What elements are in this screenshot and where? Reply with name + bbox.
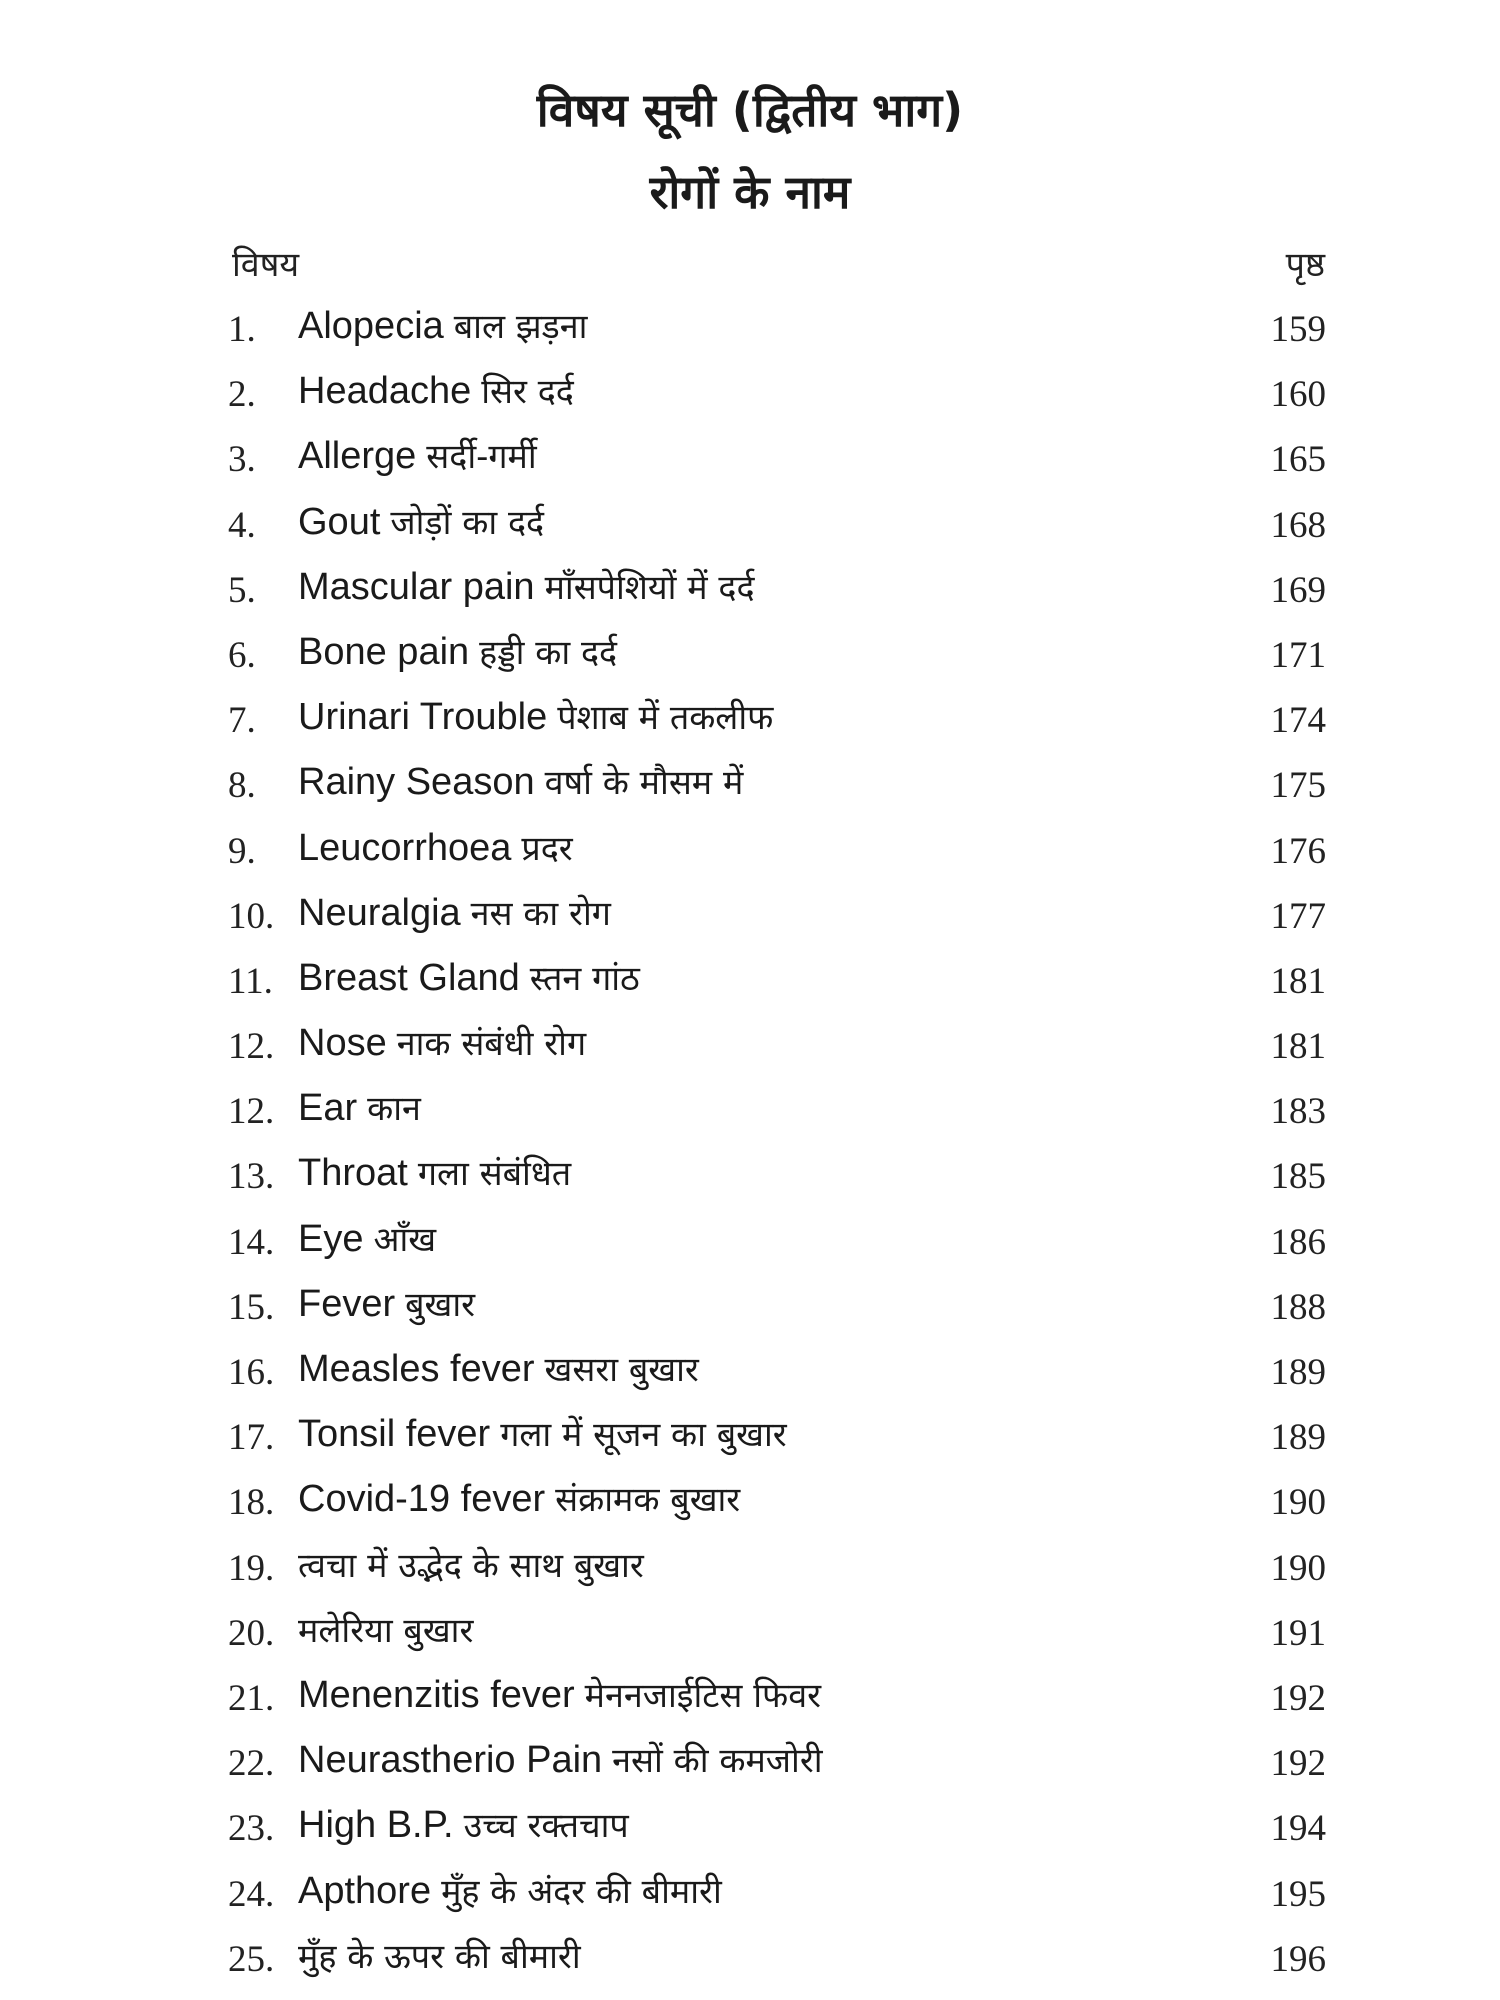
entry-english-name: Menenzitis fever: [298, 1673, 575, 1716]
entry-page-number: 168: [1270, 504, 1326, 546]
entry-english-name: Urinari Trouble: [298, 696, 548, 739]
entry-english-name: Covid-19 fever: [298, 1478, 546, 1521]
entry-english-name: Bone pain: [298, 630, 470, 673]
entry-label: [298, 954, 640, 1000]
entry-english-name: Fever: [298, 1282, 396, 1325]
entry-hindi-name: जोड़ों का दर्द: [390, 502, 545, 543]
entry-page-number: 159: [1270, 309, 1326, 350]
entry-hindi-name: संक्रामक बुखार: [555, 1480, 741, 1521]
entry-label: [298, 1736, 823, 1782]
entry-number: 23.: [228, 1808, 275, 1850]
entry-label: [298, 758, 743, 804]
entry-page-number: 176: [1270, 830, 1326, 872]
entry-hindi-name: बुखार: [405, 1284, 476, 1325]
entry-label: [298, 1932, 581, 1978]
entry-english-name: Ear: [298, 1087, 358, 1130]
toc-entry: [0, 952, 1500, 1017]
page-column-header: पृष्ठ: [1285, 245, 1325, 285]
entry-label: [298, 1084, 421, 1130]
entry-page-number: 192: [1270, 1743, 1326, 1785]
entry-number: 15.: [228, 1286, 275, 1328]
entry-hindi-name: माँसपेशियों में दर्द: [544, 567, 755, 608]
entry-hindi-name: आँख: [373, 1219, 437, 1260]
entry-page-number: 185: [1270, 1156, 1326, 1198]
entry-number: 9.: [228, 830, 256, 872]
entry-english-name: Allerge: [298, 435, 417, 478]
entry-page-number: 189: [1270, 1417, 1326, 1459]
entry-number: 12.: [228, 1026, 275, 1068]
entry-number: 18.: [228, 1482, 275, 1524]
entry-hindi-name: नस का रोग: [470, 893, 611, 934]
entry-page-number: 160: [1270, 374, 1326, 416]
entry-english-name: Neuralgia: [298, 891, 461, 934]
entry-label: [298, 1475, 740, 1521]
entry-number: 16.: [228, 1352, 275, 1393]
toc-list: [0, 300, 1500, 1995]
entry-hindi-name: प्रदर: [521, 828, 573, 869]
entry-number: 17.: [228, 1417, 275, 1459]
entry-english-name: Gout: [298, 500, 381, 543]
entry-hindi-name: मुँह के ऊपर की बीमारी: [298, 1936, 581, 1977]
entry-number: 25.: [228, 1938, 275, 1980]
entry-label: [298, 824, 573, 870]
entry-hindi-name: कान: [367, 1089, 421, 1130]
entry-page-number: 188: [1270, 1286, 1326, 1328]
entry-number: 10.: [228, 895, 275, 937]
entry-english-name: Eye: [298, 1217, 364, 1260]
entry-number: 14.: [228, 1221, 275, 1263]
entry-label: [298, 1280, 475, 1326]
entry-page-number: 190: [1270, 1547, 1326, 1589]
entry-label: [298, 432, 537, 478]
entry-label: [298, 1345, 699, 1391]
entry-page-number: 195: [1270, 1873, 1326, 1915]
toc-entry: [0, 887, 1500, 952]
toc-entry: [0, 1278, 1500, 1343]
toc-entry: [0, 300, 1500, 365]
toc-entry: [0, 1604, 1500, 1669]
entry-hindi-name: सिर दर्द: [481, 372, 574, 413]
toc-entry: [0, 365, 1500, 430]
entry-label: [298, 1801, 629, 1847]
entry-number: 1.: [228, 309, 256, 350]
entry-page-number: 169: [1270, 569, 1326, 611]
entry-hindi-name: मुँह के अंदर की बीमारी: [441, 1871, 722, 1912]
entry-page-number: 186: [1270, 1221, 1326, 1263]
entry-page-number: 165: [1270, 439, 1326, 481]
entry-hindi-name: खसरा बुखार: [544, 1350, 699, 1390]
entry-number: 7.: [228, 700, 256, 742]
entry-label: [298, 367, 574, 413]
entry-label: [298, 1671, 821, 1717]
entry-label: [298, 563, 755, 609]
entry-label: [298, 1410, 787, 1456]
entry-number: 22.: [228, 1743, 275, 1785]
entry-hindi-name: त्वचा में उद्भेद के साथ बुखार: [298, 1545, 644, 1586]
toc-entry: [0, 1082, 1500, 1147]
toc-entry: [0, 1343, 1500, 1408]
entry-number: 8.: [228, 765, 256, 807]
toc-entry: [0, 626, 1500, 691]
toc-entry: [0, 756, 1500, 821]
entry-english-name: Measles fever: [298, 1348, 535, 1390]
entry-english-name: Mascular pain: [298, 565, 535, 608]
toc-entry: [0, 1213, 1500, 1278]
entry-hindi-name: मेननजाईटिस फिवर: [584, 1675, 822, 1716]
entry-hindi-name: पेशाब में तकलीफ: [557, 698, 774, 739]
entry-page-number: 191: [1270, 1612, 1326, 1654]
entry-label: [298, 498, 544, 544]
entry-hindi-name: सर्दी-गर्मी: [426, 437, 537, 478]
entry-label: [298, 628, 617, 674]
entry-english-name: Tonsil fever: [298, 1413, 491, 1456]
entry-hindi-name: स्तन गांठ: [529, 958, 640, 999]
entry-page-number: 174: [1270, 700, 1326, 742]
entry-page-number: 171: [1270, 634, 1326, 676]
entry-number: 12.: [228, 1091, 275, 1133]
entry-label: [298, 1215, 436, 1261]
entry-number: 4.: [228, 504, 256, 546]
toc-entry: [0, 430, 1500, 495]
toc-entry: [0, 691, 1500, 756]
entry-label: [298, 302, 587, 348]
entry-label: [298, 889, 611, 935]
toc-entry: [0, 1930, 1500, 1995]
entry-page-number: 183: [1270, 1091, 1326, 1133]
entry-hindi-name: गला संबंधित: [417, 1154, 572, 1195]
entry-label: [298, 1867, 722, 1913]
entry-label: [298, 1149, 571, 1195]
toc-entry: [0, 1734, 1500, 1799]
entry-english-name: High B.P.: [298, 1804, 454, 1847]
entry-label: [298, 1019, 586, 1065]
entry-page-number: 181: [1270, 1026, 1326, 1068]
entry-number: 13.: [228, 1156, 275, 1198]
entry-english-name: Rainy Season: [298, 761, 535, 804]
entry-english-name: Leucorrhoea: [298, 826, 512, 869]
entry-number: 11.: [228, 960, 273, 1002]
entry-number: 21.: [228, 1677, 275, 1719]
toc-entry: [0, 1147, 1500, 1212]
toc-entry: [0, 1473, 1500, 1538]
entry-page-number: 192: [1270, 1677, 1326, 1719]
entry-number: 5.: [228, 569, 256, 611]
page-subtitle: रोगों के नाम: [649, 165, 851, 219]
toc-entry: [0, 496, 1500, 561]
entry-number: 19.: [228, 1547, 275, 1589]
entry-hindi-name: हड्डी का दर्द: [479, 632, 618, 673]
entry-english-name: Apthore: [298, 1869, 432, 1912]
subject-column-header: विषय: [232, 245, 300, 285]
entry-page-number: 175: [1270, 765, 1326, 807]
toc-entry: [0, 1408, 1500, 1473]
entry-label: [298, 1541, 644, 1587]
entry-page-number: 177: [1270, 895, 1326, 937]
toc-entry: [0, 1539, 1500, 1604]
entry-number: 2.: [228, 374, 256, 416]
entry-hindi-name: गला में सूजन का बुखार: [500, 1415, 787, 1456]
toc-entry: [0, 1865, 1500, 1930]
entry-english-name: Throat: [298, 1152, 408, 1195]
entry-english-name: Nose: [298, 1022, 387, 1065]
entry-hindi-name: नसों की कमजोरी: [612, 1741, 823, 1782]
entry-label: [298, 693, 773, 739]
entry-page-number: 181: [1270, 960, 1326, 1002]
toc-entry: [0, 1017, 1500, 1082]
entry-number: 6.: [228, 634, 256, 676]
page-title: विषय सूची (द्वितीय भाग): [536, 83, 964, 137]
toc-entry: [0, 561, 1500, 626]
entry-page-number: 189: [1270, 1352, 1326, 1393]
entry-page-number: 194: [1270, 1808, 1326, 1850]
entry-number: 20.: [228, 1612, 275, 1654]
entry-hindi-name: मलेरिया बुखार: [298, 1610, 474, 1651]
entry-english-name: Neurastherio Pain: [298, 1739, 603, 1782]
entry-number: 24.: [228, 1873, 275, 1915]
entry-hindi-name: बाल झड़ना: [453, 307, 588, 347]
entry-label: [298, 1606, 473, 1652]
entry-page-number: 190: [1270, 1482, 1326, 1524]
entry-english-name: Alopecia: [298, 305, 444, 347]
toc-entry: [0, 1669, 1500, 1734]
entry-hindi-name: उच्च रक्तचाप: [463, 1806, 629, 1847]
entry-number: 3.: [228, 439, 256, 481]
toc-entry: [0, 1799, 1500, 1864]
toc-entry: [0, 822, 1500, 887]
entry-page-number: 196: [1270, 1938, 1326, 1980]
entry-english-name: Headache: [298, 370, 472, 413]
entry-hindi-name: वर्षा के मौसम में: [544, 763, 744, 804]
entry-hindi-name: नाक संबंधी रोग: [396, 1024, 587, 1065]
entry-english-name: Breast Gland: [298, 956, 520, 999]
